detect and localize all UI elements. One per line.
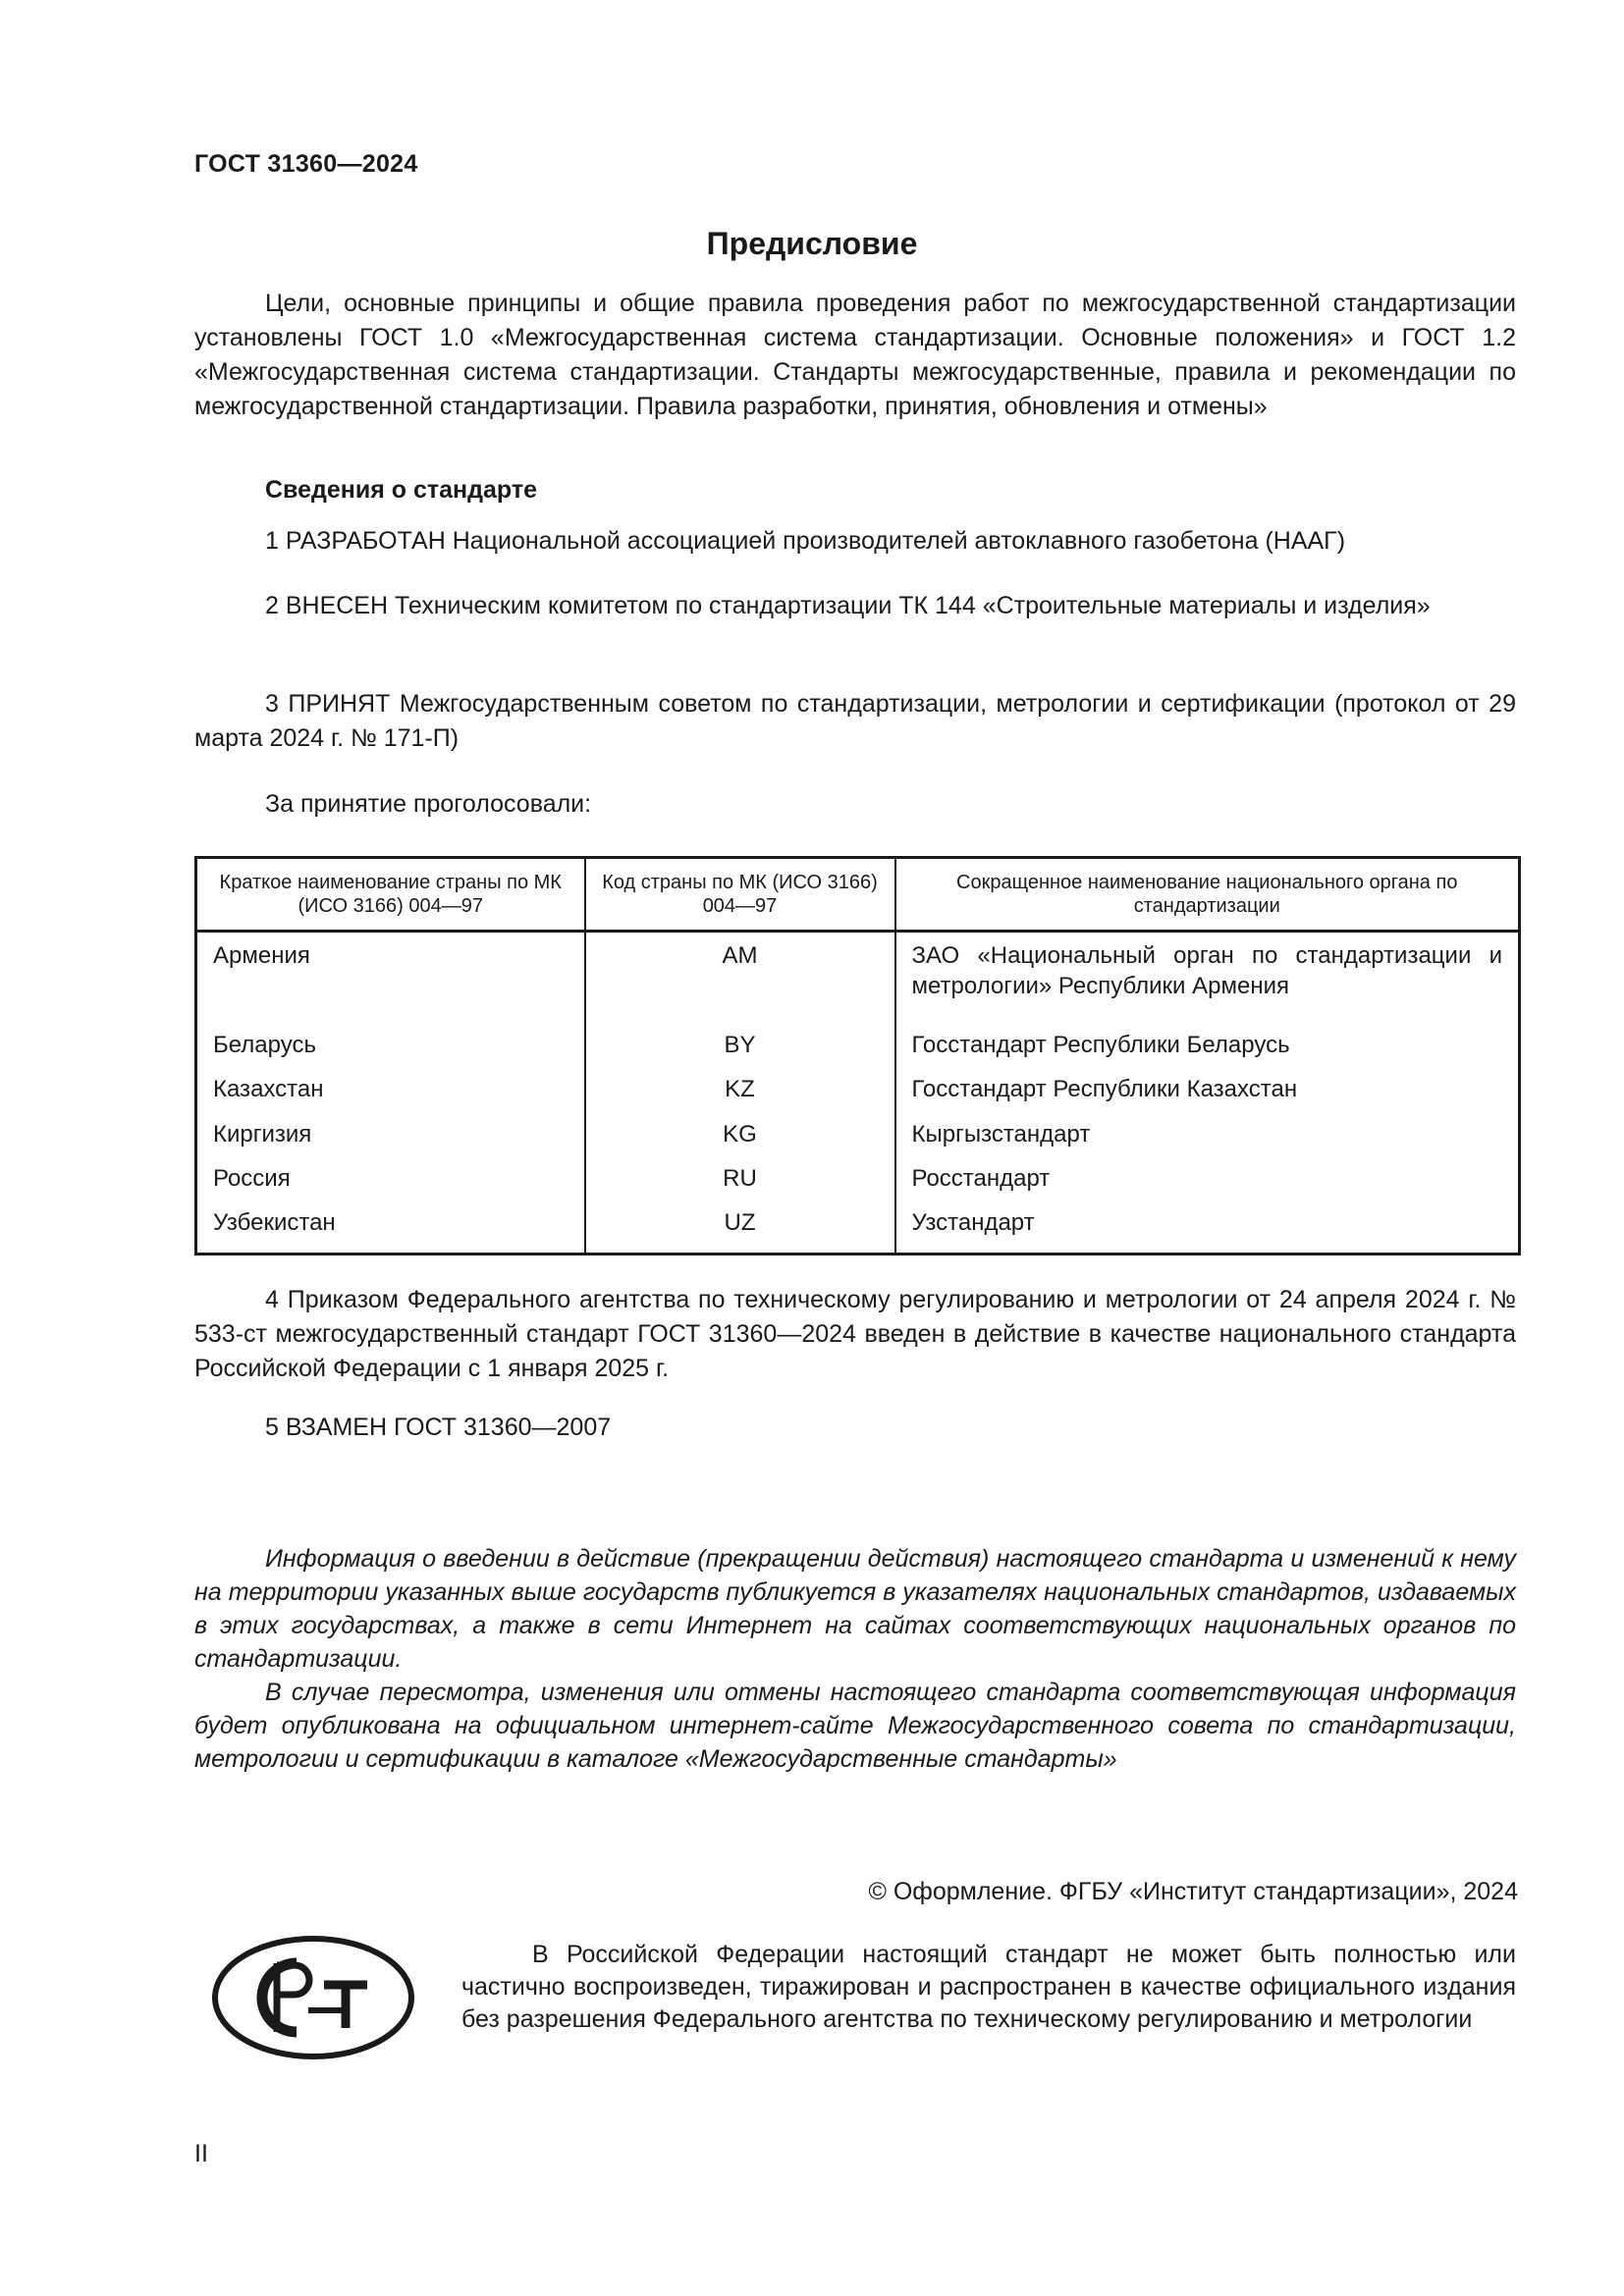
- legal-notice: В Российской Федерации настоящий стандарт не может быть полностью или частично воспроизведен, тиражирован и распространен в качестве официального издания без разрешения Федерального агентства по техническому регулированию и метрологии: [461, 1941, 1516, 2033]
- national-body: Узстандарт: [895, 1203, 1520, 1255]
- national-body: Госстандарт Республики Беларусь: [895, 1026, 1520, 1070]
- item-2-submitted: 2 ВНЕСЕН Техническим комитетом по стандартизации ТК 144 «Строительные материалы и изделия»: [265, 592, 1431, 619]
- table-row: [196, 1159, 1520, 1203]
- standard-info-heading: Сведения о стандарте: [265, 476, 538, 504]
- country-name: Армения: [196, 932, 585, 1027]
- table-header-row: [196, 858, 1520, 932]
- item-4-order: 4 Приказом Федерального агентства по техническому регулированию и метрологии от 24 апреля 2024 г. № 533-ст межгосударственный стандарт ГОСТ 31360—2024 введен в действие в качестве национального стандарта Российской Федерации с 1 января 2025 г.: [194, 1286, 1516, 1382]
- table-row: [196, 1203, 1520, 1255]
- country-code: BY: [585, 1026, 895, 1070]
- country-name: Узбекистан: [196, 1203, 585, 1255]
- table-row: [196, 1070, 1520, 1114]
- header-country-name: Краткое наименование страны по МК (ИСО 3166) 004—97: [196, 858, 585, 932]
- header-country-code: Код страны по МК (ИСО 3166) 004—97: [585, 858, 895, 932]
- table-row: [196, 1026, 1520, 1070]
- voting-countries-table: [194, 856, 1521, 1255]
- country-code: UZ: [585, 1203, 895, 1255]
- item-5-replaces: 5 ВЗАМЕН ГОСТ 31360—2007: [265, 1414, 612, 1441]
- page-title: Предисловие: [706, 226, 918, 261]
- item-3-adopted: 3 ПРИНЯТ Межгосударственным советом по стандартизации, метрологии и сертификации (протокол от 29 марта 2024 г. № 171-П): [194, 690, 1516, 752]
- country-code: KZ: [585, 1070, 895, 1114]
- country-name: Россия: [196, 1159, 585, 1203]
- national-body: Кыргызстандарт: [895, 1115, 1520, 1159]
- copyright-line: © Оформление. ФГБУ «Институт стандартизации», 2024: [868, 1878, 1518, 1905]
- intro-paragraph: Цели, основные принципы и общие правила проведения работ по межгосударственной стандартизации установлены ГОСТ 1.0 «Межгосударственная система стандартизации. Основные положения» и ГОСТ 1.2 «Межгосударственная система стандартизации. Стандарты межгосударственные, правила и рекомендации по межгосударственной стандартизации. Правила разработки, принятия, обновления и отмены»: [194, 290, 1516, 420]
- page-number: II: [194, 2140, 208, 2167]
- table-row: [196, 1115, 1520, 1159]
- country-code: AM: [585, 932, 895, 1027]
- country-name: Беларусь: [196, 1026, 585, 1070]
- rst-logo-icon: [210, 1934, 416, 2061]
- document-code: ГОСТ 31360—2024: [194, 150, 418, 178]
- table-row: [196, 932, 1520, 1027]
- notice-paragraph-1: Информация о введении в действие (прекращении действия) настоящего стандарта и изменений к нему на территории указанных выше государств публикуется в указателях национальных стандартов, издаваемых в этих государствах, а также в сети Интернет на сайтах соответствующих национальных органов по стандартизации.: [194, 1545, 1516, 1673]
- country-name: Казахстан: [196, 1070, 585, 1114]
- national-body: ЗАО «Национальный орган по стандартизации и метрологии» Республики Армения: [895, 932, 1520, 1027]
- item-1-developed: 1 РАЗРАБОТАН Национальной ассоциацией производителей автоклавного газобетона (НААГ): [265, 527, 1346, 555]
- national-body: Росстандарт: [895, 1159, 1520, 1203]
- header-national-body: Сокращенное наименование национального органа по стандартизации: [895, 858, 1520, 932]
- notice-paragraph-2: В случае пересмотра, изменения или отмены настоящего стандарта соответствующая информация будет опубликована на официальном интернет-сайте Межгосударственного совета по стандартизации, метрологии и сертификации в каталоге «Межгосударственные стандарты»: [194, 1679, 1516, 1773]
- country-code: RU: [585, 1159, 895, 1203]
- country-name: Киргизия: [196, 1115, 585, 1159]
- country-code: KG: [585, 1115, 895, 1159]
- voted-label: За принятие проголосовали:: [265, 790, 592, 818]
- national-body: Госстандарт Республики Казахстан: [895, 1070, 1520, 1114]
